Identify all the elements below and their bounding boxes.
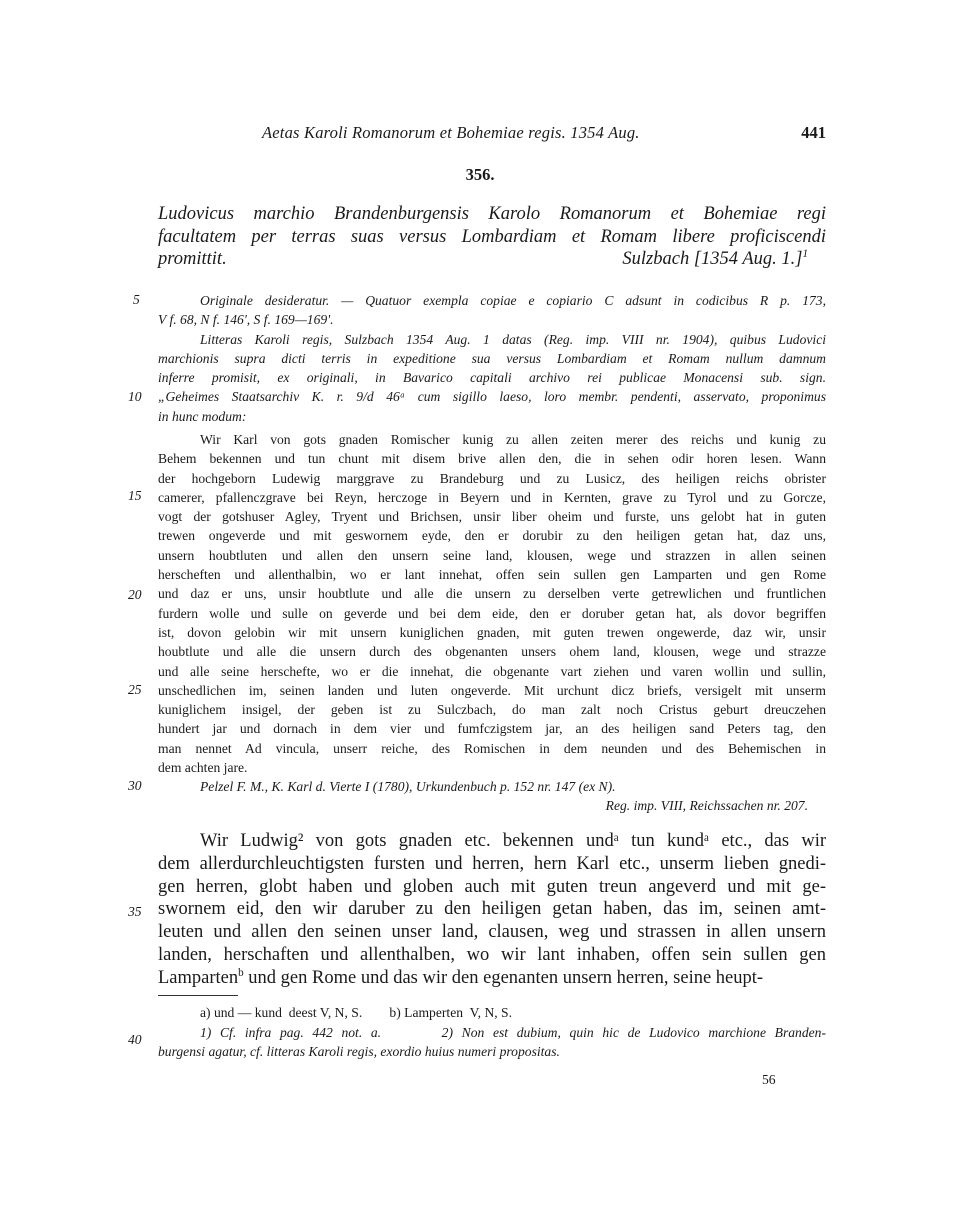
regest-line: facultatem per terras suas versus Lombardiam et Romam libere proficiscendi bbox=[158, 226, 826, 247]
note-line: Litteras Karoli regis, Sulzbach 1354 Aug. 1 datas (Reg. imp. VIII nr. 1904), quibus Ludovici bbox=[200, 331, 826, 347]
margin-line-number: 35 bbox=[128, 904, 142, 919]
main-line: gen herren, globt haben und globen auch mit guten treun angeverd und mit ge- bbox=[158, 876, 826, 897]
regest-last-line bbox=[158, 248, 826, 271]
main-line: dem allerdurchleuchtigsten fursten und herren, hern Karl etc., unserm lieben gnedi- bbox=[158, 853, 826, 874]
note-line: Originale desideratur. — Quatuor exempla copiae e copiario C adsunt in codicibus R p. 173, bbox=[200, 293, 826, 308]
regest-line: promittit. bbox=[158, 249, 227, 269]
running-header bbox=[158, 123, 826, 147]
page-number: 441 bbox=[801, 123, 826, 142]
charter-line: herscheften und allenthalbin, wo er lant innehat, offen sein sullen gen Lamparten und gen Rome bbox=[158, 567, 826, 583]
main-line-rest: und gen Rome und das wir den egenanten unsern herren, seine heupt- bbox=[243, 967, 764, 988]
charter-line: Behem bekennen und tun chunt mit disem brive allen den, die in sehen odir horen lesen. Wann bbox=[158, 451, 826, 467]
charter-line: der hochgeborn Ludewig marggrave zu Brandeburg und zu Lusicz, des heiligen reichs obrister bbox=[158, 470, 826, 486]
charter-line: Wir Karl von gots gnaden Romischer kunig zu allen zeiten merer des reichs und kunig zu bbox=[200, 432, 826, 447]
sheet-signature: 56 bbox=[762, 1072, 776, 1087]
footnote-ref: b bbox=[238, 966, 244, 979]
main-text bbox=[158, 830, 826, 990]
apparatus-note: a) und — kund deest V, N, S. b) Lamperten V, N, S. bbox=[200, 1005, 513, 1020]
regest bbox=[158, 203, 826, 271]
footnote-ref: 1 bbox=[802, 247, 808, 260]
note-line: marchionis supra dicti terris in expeditione sua versus Lombardiam et Romam nullum damnum bbox=[158, 350, 826, 366]
charter-line: und alle seine herschefte, wo er die innehat, die obgenante vart ziehen und varen wollin und sullin, bbox=[158, 663, 826, 679]
footnote-line: 1) Cf. infra pag. 442 not. a. 2) Non est dubium, quin hic de Ludovico marchione Branden- bbox=[200, 1024, 826, 1040]
footnote-line: burgensi agatur, cf. litteras Karoli regis, exordio huius numeri propositas. bbox=[158, 1044, 560, 1059]
note-line: V f. 68, N f. 146', S f. 169—169'. bbox=[158, 312, 334, 328]
charter-line: und daz er uns, unsir houbtlute und alle die unsern zu derselben verte getrewlichen und fruntlichen bbox=[158, 586, 826, 602]
reference-line: Pelzel F. M., K. Karl d. Vierte I (1780), Urkundenbuch p. 152 nr. 147 (ex N). bbox=[200, 779, 616, 794]
main-line: swornem eid, den wir daruber zu den heiligen getan haben, das im, seinen amt- bbox=[158, 899, 826, 920]
charter-line: kuniglichem insigel, der geben ist zu Sulczbach, do man zalt noch Cristus geburt dreuczehen bbox=[158, 702, 826, 718]
main-line: leuten und allen den seinen unser land, clausen, weg und strassen in allen unsern bbox=[158, 922, 826, 943]
charter-line: vogt der gotshuser Agley, Tryent und Brichsen, unsir liber oheim und furste, uns gelobt hat in guten bbox=[158, 509, 826, 525]
charter-line: trewen ongeverde und mit geswornem eyde, den er dorubir zu den heiligen getan hat, daz uns, bbox=[158, 528, 826, 544]
charter-line: furdern wolle und sulle on geverde und bei dem eide, den er doruber getan hat, als dovor begriffen bbox=[158, 605, 826, 621]
charter-line: man nennet Ad vincula, unserr reiche, des Romischen in dem neunden und des Behemischen in bbox=[158, 740, 826, 756]
note-line: in hunc modum: bbox=[158, 408, 247, 424]
margin-line-number: 5 bbox=[133, 292, 140, 307]
charter-line: unsern houbtluten und allen den unsern seine land, klousen, wege und strazzen in allen seinen bbox=[158, 547, 826, 563]
charter-line: hundert jar und dornach in dem vier und fumfczigstem jar, an des heiligen sand Peters tag, den bbox=[158, 721, 826, 737]
main-line: landen, herschaften und allenthalben, wo wir lant inhaben, offen sein sullen gen bbox=[158, 944, 826, 965]
margin-line-number: 30 bbox=[128, 778, 142, 793]
margin-line-number: 15 bbox=[128, 488, 142, 503]
margin-line-number: 20 bbox=[128, 587, 142, 602]
regest-place-date-text: Sulzbach [1354 Aug. 1.] bbox=[622, 249, 803, 269]
charter-text bbox=[158, 430, 826, 777]
note-line: inferre promisit, ex originali, in Bavarico capitali archivo rei publicae Monacensi sub. sign. bbox=[158, 370, 826, 386]
reference-line: Reg. imp. VIII, Reichssachen nr. 207. bbox=[605, 798, 808, 814]
charter-line: dem achten jare. bbox=[158, 760, 248, 776]
margin-line-number: 40 bbox=[128, 1032, 142, 1047]
main-line: Wir Ludwig² von gots gnaden etc. bekennen undᵃ tun kundᵃ etc., das wir bbox=[200, 831, 826, 851]
document-number: 356. bbox=[465, 165, 495, 184]
note-line: „Geheimes Staatsarchiv K. r. 9/d 46ᵃ cum sigillo laeso, loro membr. pendenti, asservato, proponimus bbox=[158, 389, 826, 405]
charter-line: houbtlute und alle die unsern durch des obgenanten unsers ohem land, klousen, wege und strazze bbox=[158, 644, 826, 660]
charter-line: camerer, pfallenczgrave bei Reyn, herczoge in Beyern und in Kernten, grave zu Tyrol und zu Gorcze, bbox=[158, 489, 826, 505]
footnote-separator bbox=[158, 995, 238, 996]
margin-line-number: 25 bbox=[128, 682, 142, 697]
charter-line: unschedlichen im, seinen landen und luten ongeverde. Mit urchunt dicz briefs, versigelt mit unserm bbox=[158, 682, 826, 698]
regest-place-date bbox=[622, 248, 826, 271]
references bbox=[158, 777, 826, 816]
regest-line: Ludovicus marchio Brandenburgensis Karolo Romanorum et Bohemiae regi bbox=[158, 204, 826, 224]
footnotes bbox=[158, 1003, 826, 1062]
running-title: Aetas Karoli Romanorum et Bohemiae regis. 1354 Aug. bbox=[262, 123, 640, 142]
margin-line-number: 10 bbox=[128, 389, 142, 404]
main-line: Lamparten bbox=[158, 967, 239, 988]
editorial-notes bbox=[158, 291, 826, 426]
main-line-last bbox=[158, 967, 826, 990]
charter-line: ist, dovon gelobin wir mit unsern kuniglichen gnaden, mit guten trewen ongewerde, daz wir, unsir bbox=[158, 624, 826, 640]
